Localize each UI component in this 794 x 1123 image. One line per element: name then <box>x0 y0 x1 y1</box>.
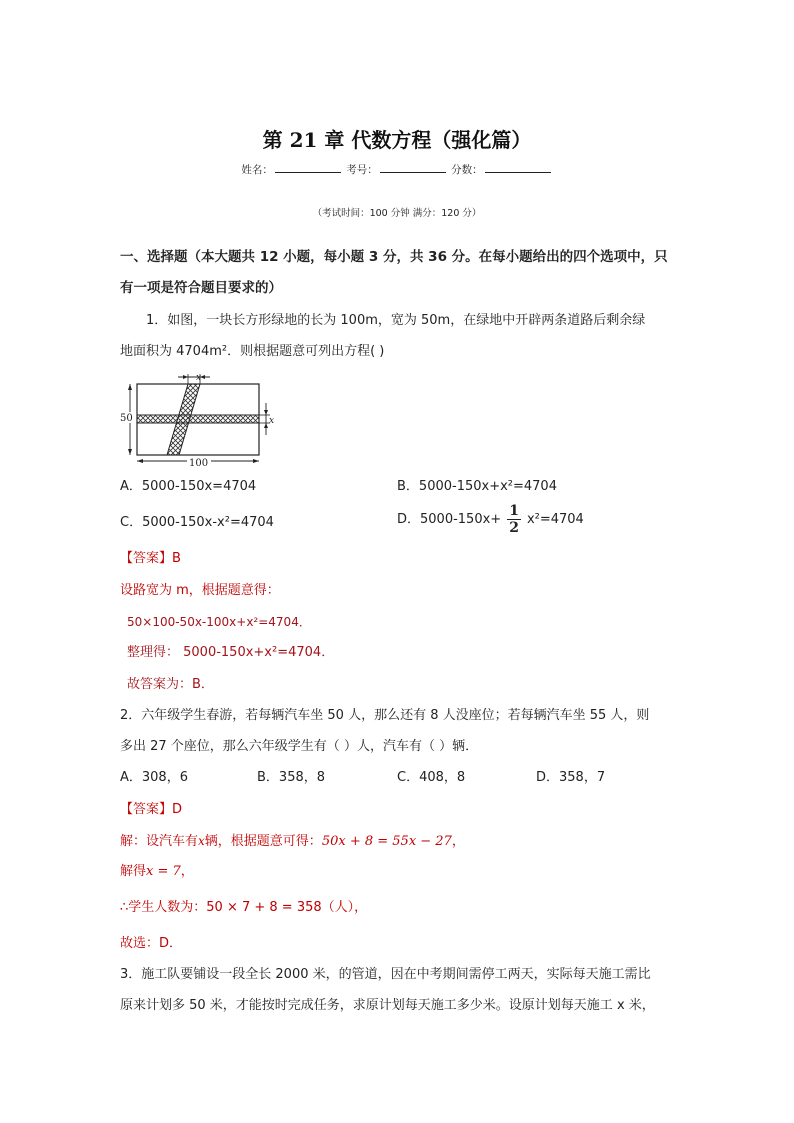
q1-figure <box>118 373 278 471</box>
q2-text-line1: 2．六年级学生春游，若每辆汽车坐 50 人，那么还有 8 人没座位；若每辆汽车坐 55 人，则 <box>120 708 650 723</box>
score-blank <box>485 162 551 173</box>
score-label: 分数： <box>451 164 483 176</box>
q2-option-a: A．308，6 <box>120 770 188 785</box>
q2-sol1-prefix: 解：设汽车有 <box>120 834 199 849</box>
q1-option-d <box>397 503 584 536</box>
section-heading-line2: 有一项是符合题目要求的） <box>120 280 282 296</box>
page-title: 第 21 章 代数方程（强化篇） <box>262 128 532 152</box>
figure-label-100: 100 <box>189 458 209 469</box>
q2-sol2-prefix: 解得 <box>120 864 147 879</box>
name-blank <box>275 162 341 173</box>
q1-solution-line2: 50×100-50x-100x+x²=4704． <box>127 615 311 629</box>
q1-option-c: C．5000-150x-x²=4704 <box>120 515 274 530</box>
q2-sol1-mid: 辆，根据题意可得： <box>204 834 322 849</box>
q1-answer: 【答案】B <box>120 551 181 566</box>
q2-option-b: B．358，8 <box>257 770 326 785</box>
fraction-denominator: 2 <box>509 520 519 536</box>
q1-text-line1: 1．如图，一块长方形绿地的长为 100m，宽为 50m，在绿地中开辟两条道路后剩余绿 <box>146 313 646 328</box>
q2-option-d: D．358，7 <box>536 770 606 785</box>
q3-text-line2: 原来计划多 50 米，才能按时完成任务，求原计划每天施工多少米。设原计划每天施工 x 米， <box>120 998 655 1013</box>
figure-label-50: 50 <box>120 413 133 424</box>
q1-solution-line1: 设路宽为 m，根据题意得： <box>120 583 280 598</box>
q2-solution-line3: ∴学生人数为：50 × 7 + 8 = 358（人）， <box>120 900 368 915</box>
q2-sol2-end: ， <box>180 864 194 879</box>
q2-sol2-equation: x = 7 <box>146 864 181 879</box>
q1-solution-line3: 整理得： 5000-150x+x²=4704． <box>127 645 335 660</box>
q2-sol1-end: ， <box>451 834 465 849</box>
q1-text-line2: 地面积为 4704m²．则根据题意可列出方程( ) <box>120 344 385 359</box>
student-info-line <box>0 162 794 177</box>
q1-option-d-suffix: x²=4704 <box>526 511 584 527</box>
name-label: 姓名： <box>241 164 273 176</box>
section-heading-line1: 一、选择题（本大题共 12 小题，每小题 3 分，共 36 分。在每小题给出的四个选项中，只 <box>120 249 668 265</box>
q2-text-line2: 多出 27 个座位，那么六年级学生有（ ）人，汽车有（ ）辆． <box>120 739 479 754</box>
q2-sol1-equation: 50x + 8 = 55x − 27 <box>321 834 452 849</box>
q2-sol1-var: x <box>198 834 205 848</box>
fraction-numerator: 1 <box>509 503 519 519</box>
q3-text-line1: 3．施工队要铺设一段全长 2000 米，的管道，因在中考期间需停工两天，实际每天施工需比 <box>120 967 651 982</box>
q1-option-d-prefix: D．5000-150x+ <box>397 511 502 527</box>
figure-label-x-top: x <box>196 373 202 383</box>
figure-label-x-right: x <box>269 416 275 426</box>
q2-option-c: C．408，8 <box>397 770 466 785</box>
q2-solution-line4: 故选：D． <box>120 936 183 951</box>
q2-solution-line1 <box>120 832 465 851</box>
exam-info: （考试时间：100 分钟 满分：120 分） <box>312 208 482 219</box>
q1-option-d-fraction <box>507 503 521 536</box>
q2-solution-line2 <box>120 863 194 881</box>
id-label: 考号： <box>346 164 378 176</box>
id-blank <box>380 162 446 173</box>
q1-option-a: A．5000-150x=4704 <box>120 479 257 494</box>
q1-solution-line4: 故答案为：B． <box>127 677 214 692</box>
q2-answer: 【答案】D <box>120 802 183 817</box>
q1-option-b: B．5000-150x+x²=4704 <box>397 479 557 494</box>
